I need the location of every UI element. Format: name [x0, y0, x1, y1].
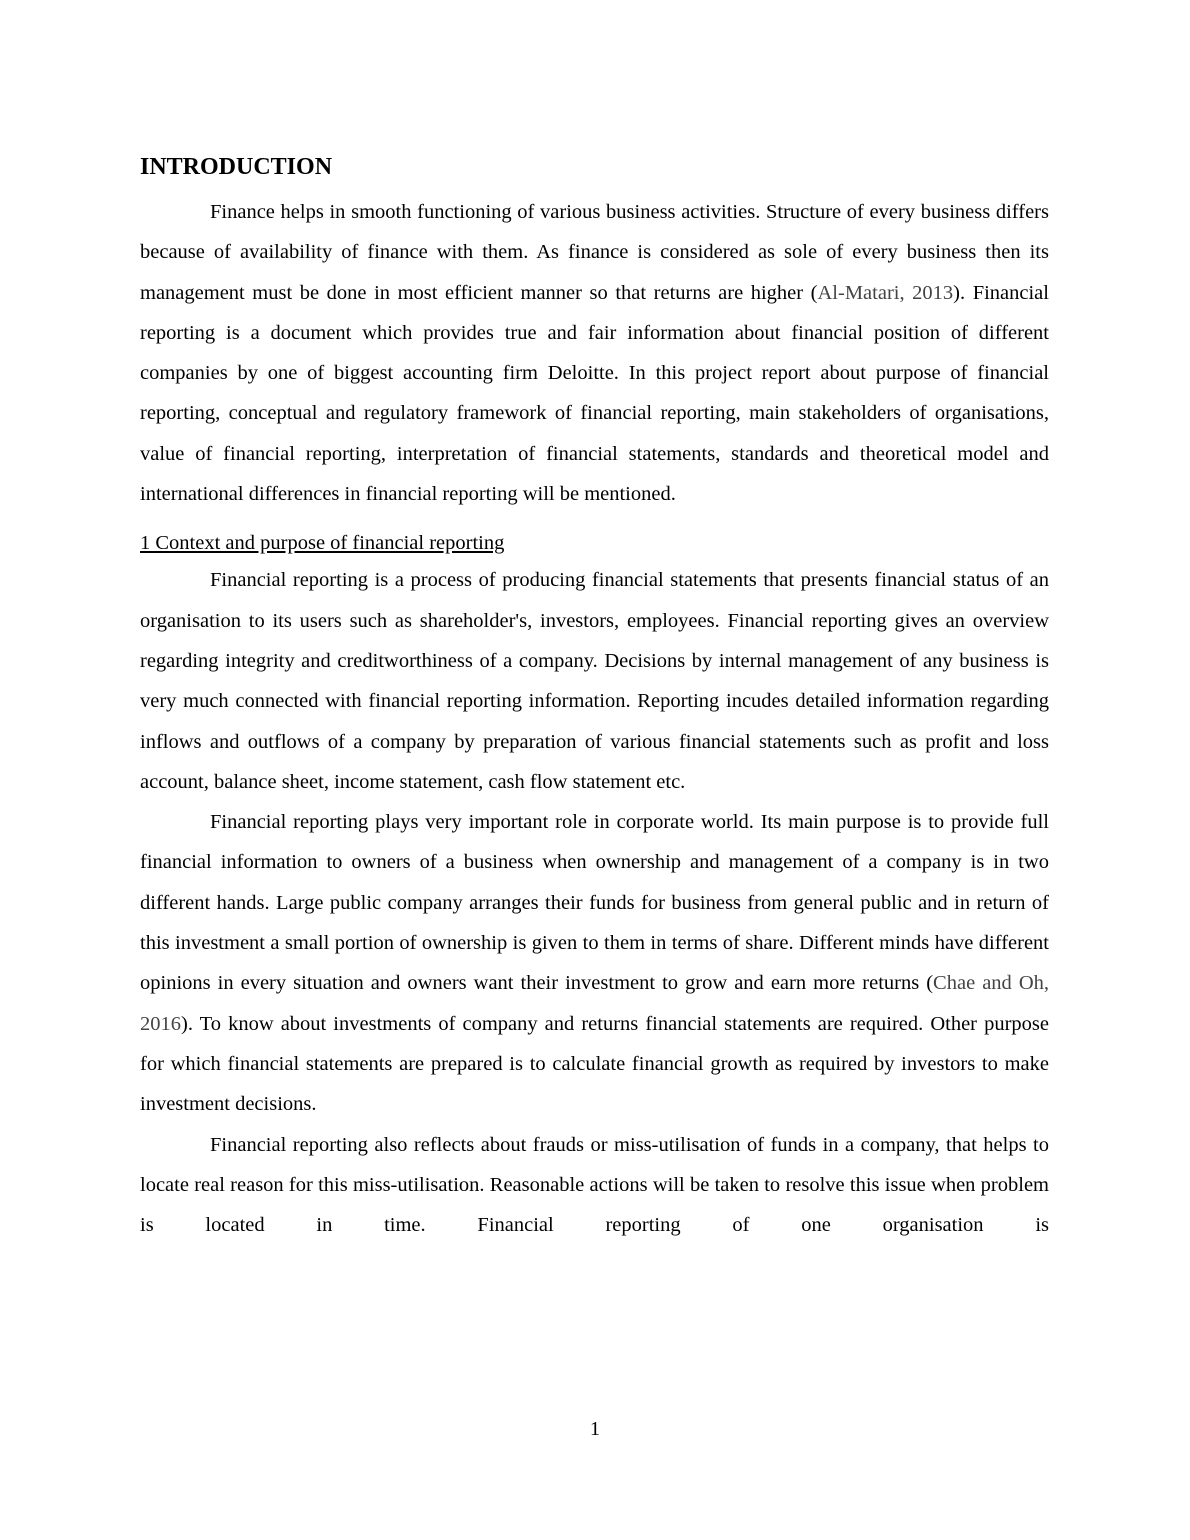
- page-number: 1: [589, 1418, 601, 1440]
- section-paragraph-2: [140, 802, 1049, 1124]
- page-title: INTRODUCTION: [140, 154, 333, 180]
- citation-chae-oh: Chae and Oh, 2016: [140, 972, 1049, 1035]
- section-heading: 1 Context and purpose of financial reporting: [140, 532, 505, 555]
- intro-text-a: Finance helps in smooth functioning of various business activities. Structure of every business differs because of availability of finance with them. As finance is considered as sole of every business then its management must be done in most efficient manner so that returns are higher (: [140, 201, 1049, 304]
- section-paragraph-3: Financial reporting also reflects about frauds or miss-utilisation of funds in a company, that helps to locate real reason for this miss-utilisation. Reasonable actions will be taken to resolve this issue when problem is located in time. Financial reporting of one organisation is: [140, 1133, 1049, 1237]
- intro-text-b: ). Financial reporting is a document which provides true and fair information about financial position of different companies by one of biggest accounting firm Deloitte. In this project report about purpose of financial reporting, conceptual and regulatory framework of financial reporting, main stakeholders of organisations, value of financial reporting, interpretation of financial statements, standards and theoretical model and international differences in financial reporting will be mentioned.: [140, 281, 1049, 506]
- intro-paragraph: [140, 192, 1049, 514]
- section-paragraph-1: Financial reporting is a process of producing financial statements that presents financial status of an organisation to its users such as shareholder's, investors, employees. Financial reporting gives an overview regarding integrity and creditworthiness of a company. Decisions by internal management of any business is very much connected with financial reporting information. Reporting incudes detailed information regarding inflows and outflows of a company by preparation of various financial statements such as profit and loss account, balance sheet, income statement, cash flow statement etc.: [140, 569, 1049, 793]
- section-paragraph-2-text-b: ). To know about investments of company and returns financial statements are required. Other purpose for which financial statements are prepared is to calculate financial growth as required by investors to make investment decisions.: [140, 1012, 1049, 1116]
- section-paragraph-2-text-a: Financial reporting plays very important role in corporate world. Its main purpose is to provide full financial information to owners of a business when ownership and management of a company is in two different hands. Large public company arranges their funds for business from general public and in return of this investment a small portion of ownership is given to them in terms of share. Different minds have different opinions in every situation and owners want their investment to grow and earn more returns (: [140, 811, 1049, 995]
- citation-al-matari: Al-Matari, 2013: [817, 281, 954, 304]
- document-page: [140, 150, 1049, 1245]
